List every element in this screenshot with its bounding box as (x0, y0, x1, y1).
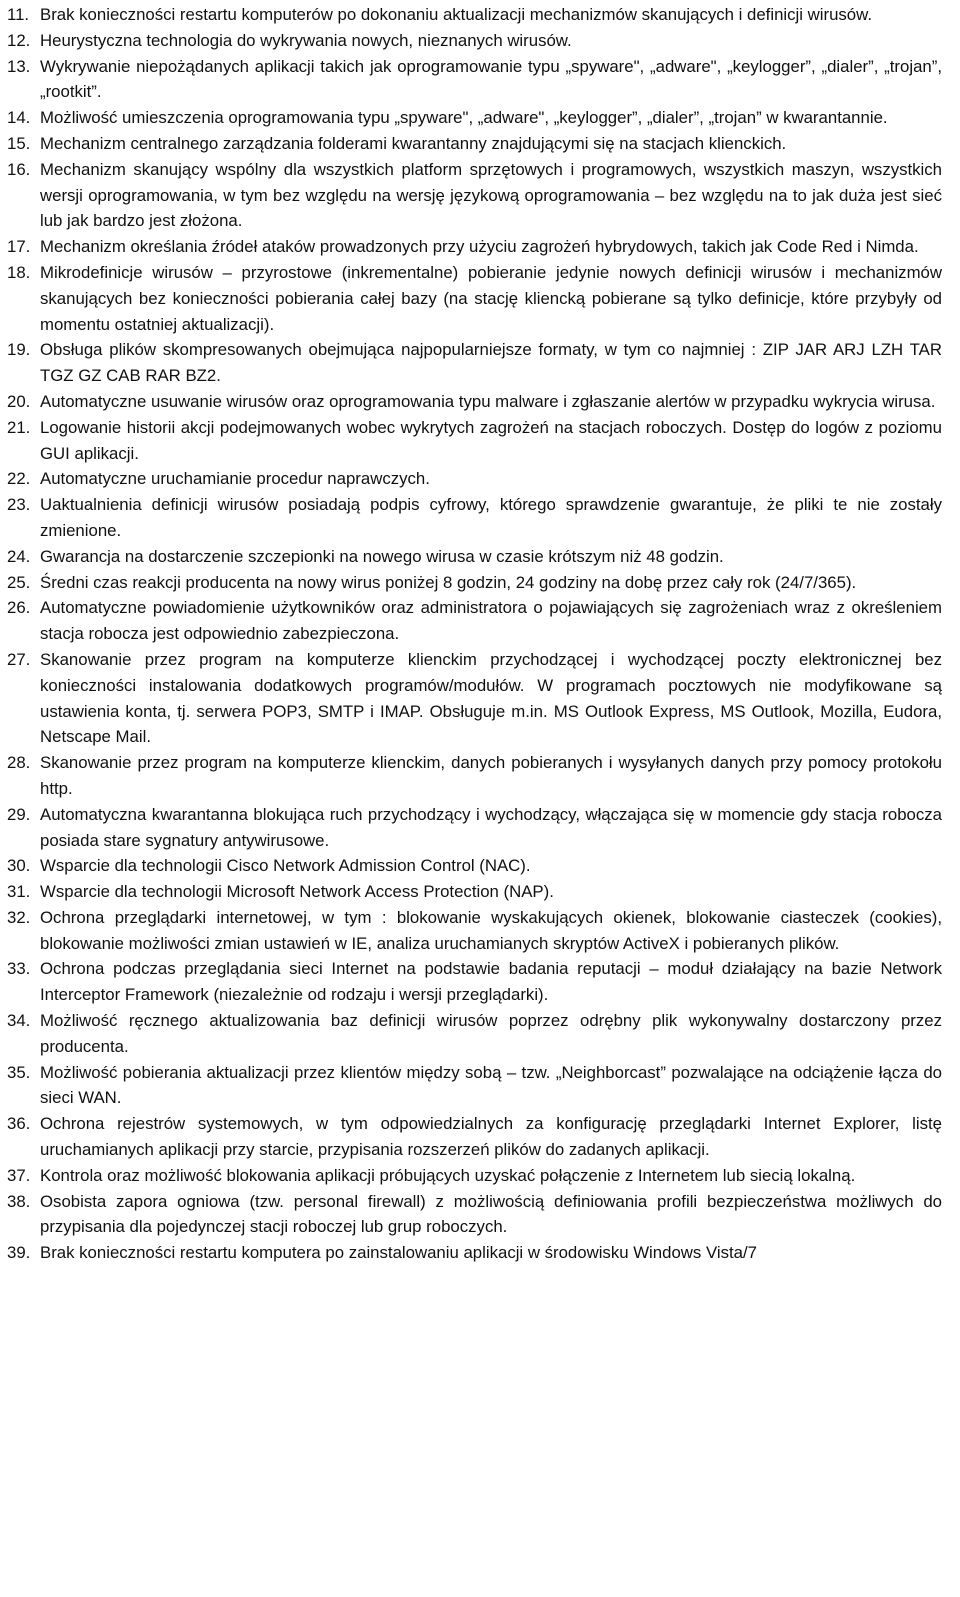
item-text: Brak konieczności restartu komputera po zainstalowaniu aplikacji w środowisku Windows Vista/7 (40, 1243, 757, 1263)
list-item (7, 1240, 942, 1266)
item-number: 21. (7, 417, 31, 437)
list-item (7, 853, 942, 879)
item-text: Automatyczne uruchamianie procedur naprawczych. (40, 469, 430, 489)
list-item (7, 1060, 942, 1112)
item-number: 18. (7, 262, 31, 282)
item-number: 16. (7, 159, 31, 179)
list-item (7, 415, 942, 467)
item-number: 30. (7, 856, 31, 876)
list-item (7, 131, 942, 157)
item-number: 11. (7, 5, 30, 24)
list-item (7, 260, 942, 337)
item-number: 12. (7, 30, 31, 50)
list-item (7, 595, 942, 647)
list-item (7, 570, 942, 596)
list-item (7, 466, 942, 492)
item-number: 23. (7, 495, 31, 515)
list-item (7, 337, 942, 389)
list-item (7, 492, 942, 544)
item-text: Brak konieczności restartu komputerów po dokonaniu aktualizacji mechanizmów skanujących i definicji wirusów. (40, 5, 872, 24)
item-number: 38. (7, 1191, 31, 1211)
item-number: 25. (7, 572, 31, 592)
item-text: Mechanizm centralnego zarządzania folderami kwarantanny znajdującymi się na stacjach klienckich. (40, 133, 787, 153)
list-item (7, 105, 942, 131)
item-text: Heurystyczna technologia do wykrywania nowych, nieznanych wirusów. (40, 30, 572, 50)
list-item (7, 1111, 942, 1163)
item-number: 32. (7, 907, 31, 927)
item-text: Skanowanie przez program na komputerze klienckim, danych pobieranych i wysyłanych danych przy pomocy protokołu http. (40, 753, 942, 798)
list-item (7, 647, 942, 750)
item-number: 33. (7, 959, 31, 979)
item-number: 28. (7, 753, 31, 773)
item-number: 37. (7, 1165, 31, 1185)
item-text: Skanowanie przez program na komputerze klienckim przychodzącej i wychodzącej poczty elektronicznej bez konieczności instalowania dodatkowych programów/modułów. W programach pocztowych nie modyfikowane są ustawienia konta, tj. serwera POP3, SMTP i IMAP. Obsługuje m.in. MS Outlook Express, MS Outlook, Mozilla, Eudora, Netscape Mail. (40, 649, 942, 747)
item-number: 35. (7, 1062, 31, 1082)
list-item (7, 879, 942, 905)
item-text: Ochrona rejestrów systemowych, w tym odpowiedzialnych za konfigurację przeglądarki Internet Explorer, listę uruchamianych aplikacji przy starcie, przypisania rozszerzeń plików do zadanych aplikacji. (40, 1114, 942, 1160)
item-text: Kontrola oraz możliwość blokowania aplikacji próbujących uzyskać połączenie z Internetem lub siecią lokalną. (40, 1165, 856, 1185)
list-item (7, 389, 942, 415)
item-text: Mikrodefinicje wirusów – przyrostowe (inkrementalne) pobieranie jedynie nowych definicji wirusów i mechanizmów skanujących bez konieczności pobierania całej bazy (na stację kliencką pobierane są tylko definicje, które przybyły od momentu ostatniej aktualizacji). (40, 262, 942, 334)
item-number: 15. (7, 133, 31, 153)
list-item (7, 234, 942, 260)
list-item (7, 157, 942, 234)
item-text: Mechanizm skanujący wspólny dla wszystkich platform sprzętowych i programowych, wszystkich maszyn, wszystkich wersji oprogramowania, w tym bez względu na wersję językową oprogramowania – bez względu na to jak duża jest sieć lub jak bardzo jest złożona. (40, 159, 942, 231)
list-item (7, 1008, 942, 1060)
list-item (7, 750, 942, 802)
item-text: Obsługa plików skompresowanych obejmująca najpopularniejsze formaty, w tym co najmniej : ZIP JAR ARJ LZH TAR TGZ GZ CAB RAR BZ2. (40, 340, 942, 386)
item-text: Logowanie historii akcji podejmowanych wobec wykrytych zagrożeń na stacjach roboczych. Dostęp do logów z poziomu GUI aplikacji. (40, 417, 942, 463)
item-number: 20. (7, 391, 31, 411)
list-item (7, 1163, 942, 1189)
item-text: Automatyczne usuwanie wirusów oraz oprogramowania typu malware i zgłaszanie alertów w przypadku wykrycia wirusa. (40, 391, 936, 411)
list-item (7, 1189, 942, 1241)
item-text: Wsparcie dla technologii Cisco Network Admission Control (NAC). (40, 856, 531, 876)
item-number: 17. (7, 237, 31, 257)
list-item (7, 802, 942, 854)
item-number: 27. (7, 649, 31, 669)
item-text: Możliwość ręcznego aktualizowania baz definicji wirusów poprzez odrębny plik wykonywalny dostarczony przez producenta. (40, 1011, 942, 1056)
item-number: 14. (7, 108, 31, 128)
list-item (7, 905, 942, 957)
item-text: Automatyczne powiadomienie użytkowników oraz administratora o pojawiających się zagrożeniach wraz z określeniem stacja robocza jest odpowiednio zabezpieczona. (40, 598, 942, 644)
requirements-list (7, 2, 942, 1266)
item-number: 31. (7, 882, 31, 902)
item-text: Automatyczna kwarantanna blokująca ruch przychodzący i wychodzący, włączająca się w momencie gdy stacja robocza posiada stare sygnatury antywirusowe. (40, 804, 942, 850)
list-item (7, 54, 942, 106)
item-number: 26. (7, 598, 31, 618)
item-number: 39. (7, 1243, 31, 1263)
item-text: Gwarancja na dostarczenie szczepionki na nowego wirusa w czasie krótszym niż 48 godzin. (40, 546, 724, 566)
item-text: Ochrona podczas przeglądania sieci Internet na podstawie badania reputacji – moduł działający na bazie Network Interceptor Framework (niezależnie od rodzaju i wersji przeglądarki). (40, 959, 942, 1005)
list-item (7, 2, 942, 28)
list-item (7, 544, 942, 570)
item-number: 13. (7, 56, 31, 76)
item-text: Możliwość pobierania aktualizacji przez klientów między sobą – tzw. „Neighborcast” pozwalające na odciążenie łącza do sieci WAN. (40, 1062, 942, 1108)
item-text: Wsparcie dla technologii Microsoft Network Access Protection (NAP). (40, 882, 554, 902)
item-text: Wykrywanie niepożądanych aplikacji takich jak oprogramowanie typu „spyware", „adware", „keylogger”, „dialer”, „trojan”, „rootkit”. (40, 56, 942, 102)
item-text: Mechanizm określania źródeł ataków prowadzonych przy użyciu zagrożeń hybrydowych, takich jak Code Red i Nimda. (40, 237, 919, 257)
item-number: 29. (7, 804, 31, 824)
item-number: 34. (7, 1011, 31, 1031)
item-text: Osobista zapora ogniowa (tzw. personal firewall) z możliwością definiowania profili bezpieczeństwa możliwych do przypisania dla pojedynczej stacji roboczej lub grup roboczych. (40, 1191, 942, 1237)
item-text: Możliwość umieszczenia oprogramowania typu „spyware", „adware", „keylogger”, „dialer”, „trojan” w kwarantannie. (40, 108, 888, 128)
item-number: 22. (7, 469, 31, 489)
item-number: 24. (7, 546, 31, 566)
list-item (7, 28, 942, 54)
list-item (7, 956, 942, 1008)
item-text: Uaktualnienia definicji wirusów posiadają podpis cyfrowy, którego sprawdzenie gwarantuje, że pliki te nie zostały zmienione. (40, 495, 942, 540)
item-number: 19. (7, 340, 31, 360)
item-number: 36. (7, 1114, 31, 1134)
item-text: Średni czas reakcji producenta na nowy wirus poniżej 8 godzin, 24 godziny na dobę przez cały rok (24/7/365). (40, 572, 857, 592)
item-text: Ochrona przeglądarki internetowej, w tym : blokowanie wyskakujących okienek, blokowanie ciasteczek (cookies), blokowanie możliwości zmian ustawień w IE, analiza uruchamianych skryptów ActiveX i pobieranych plików. (40, 907, 942, 953)
